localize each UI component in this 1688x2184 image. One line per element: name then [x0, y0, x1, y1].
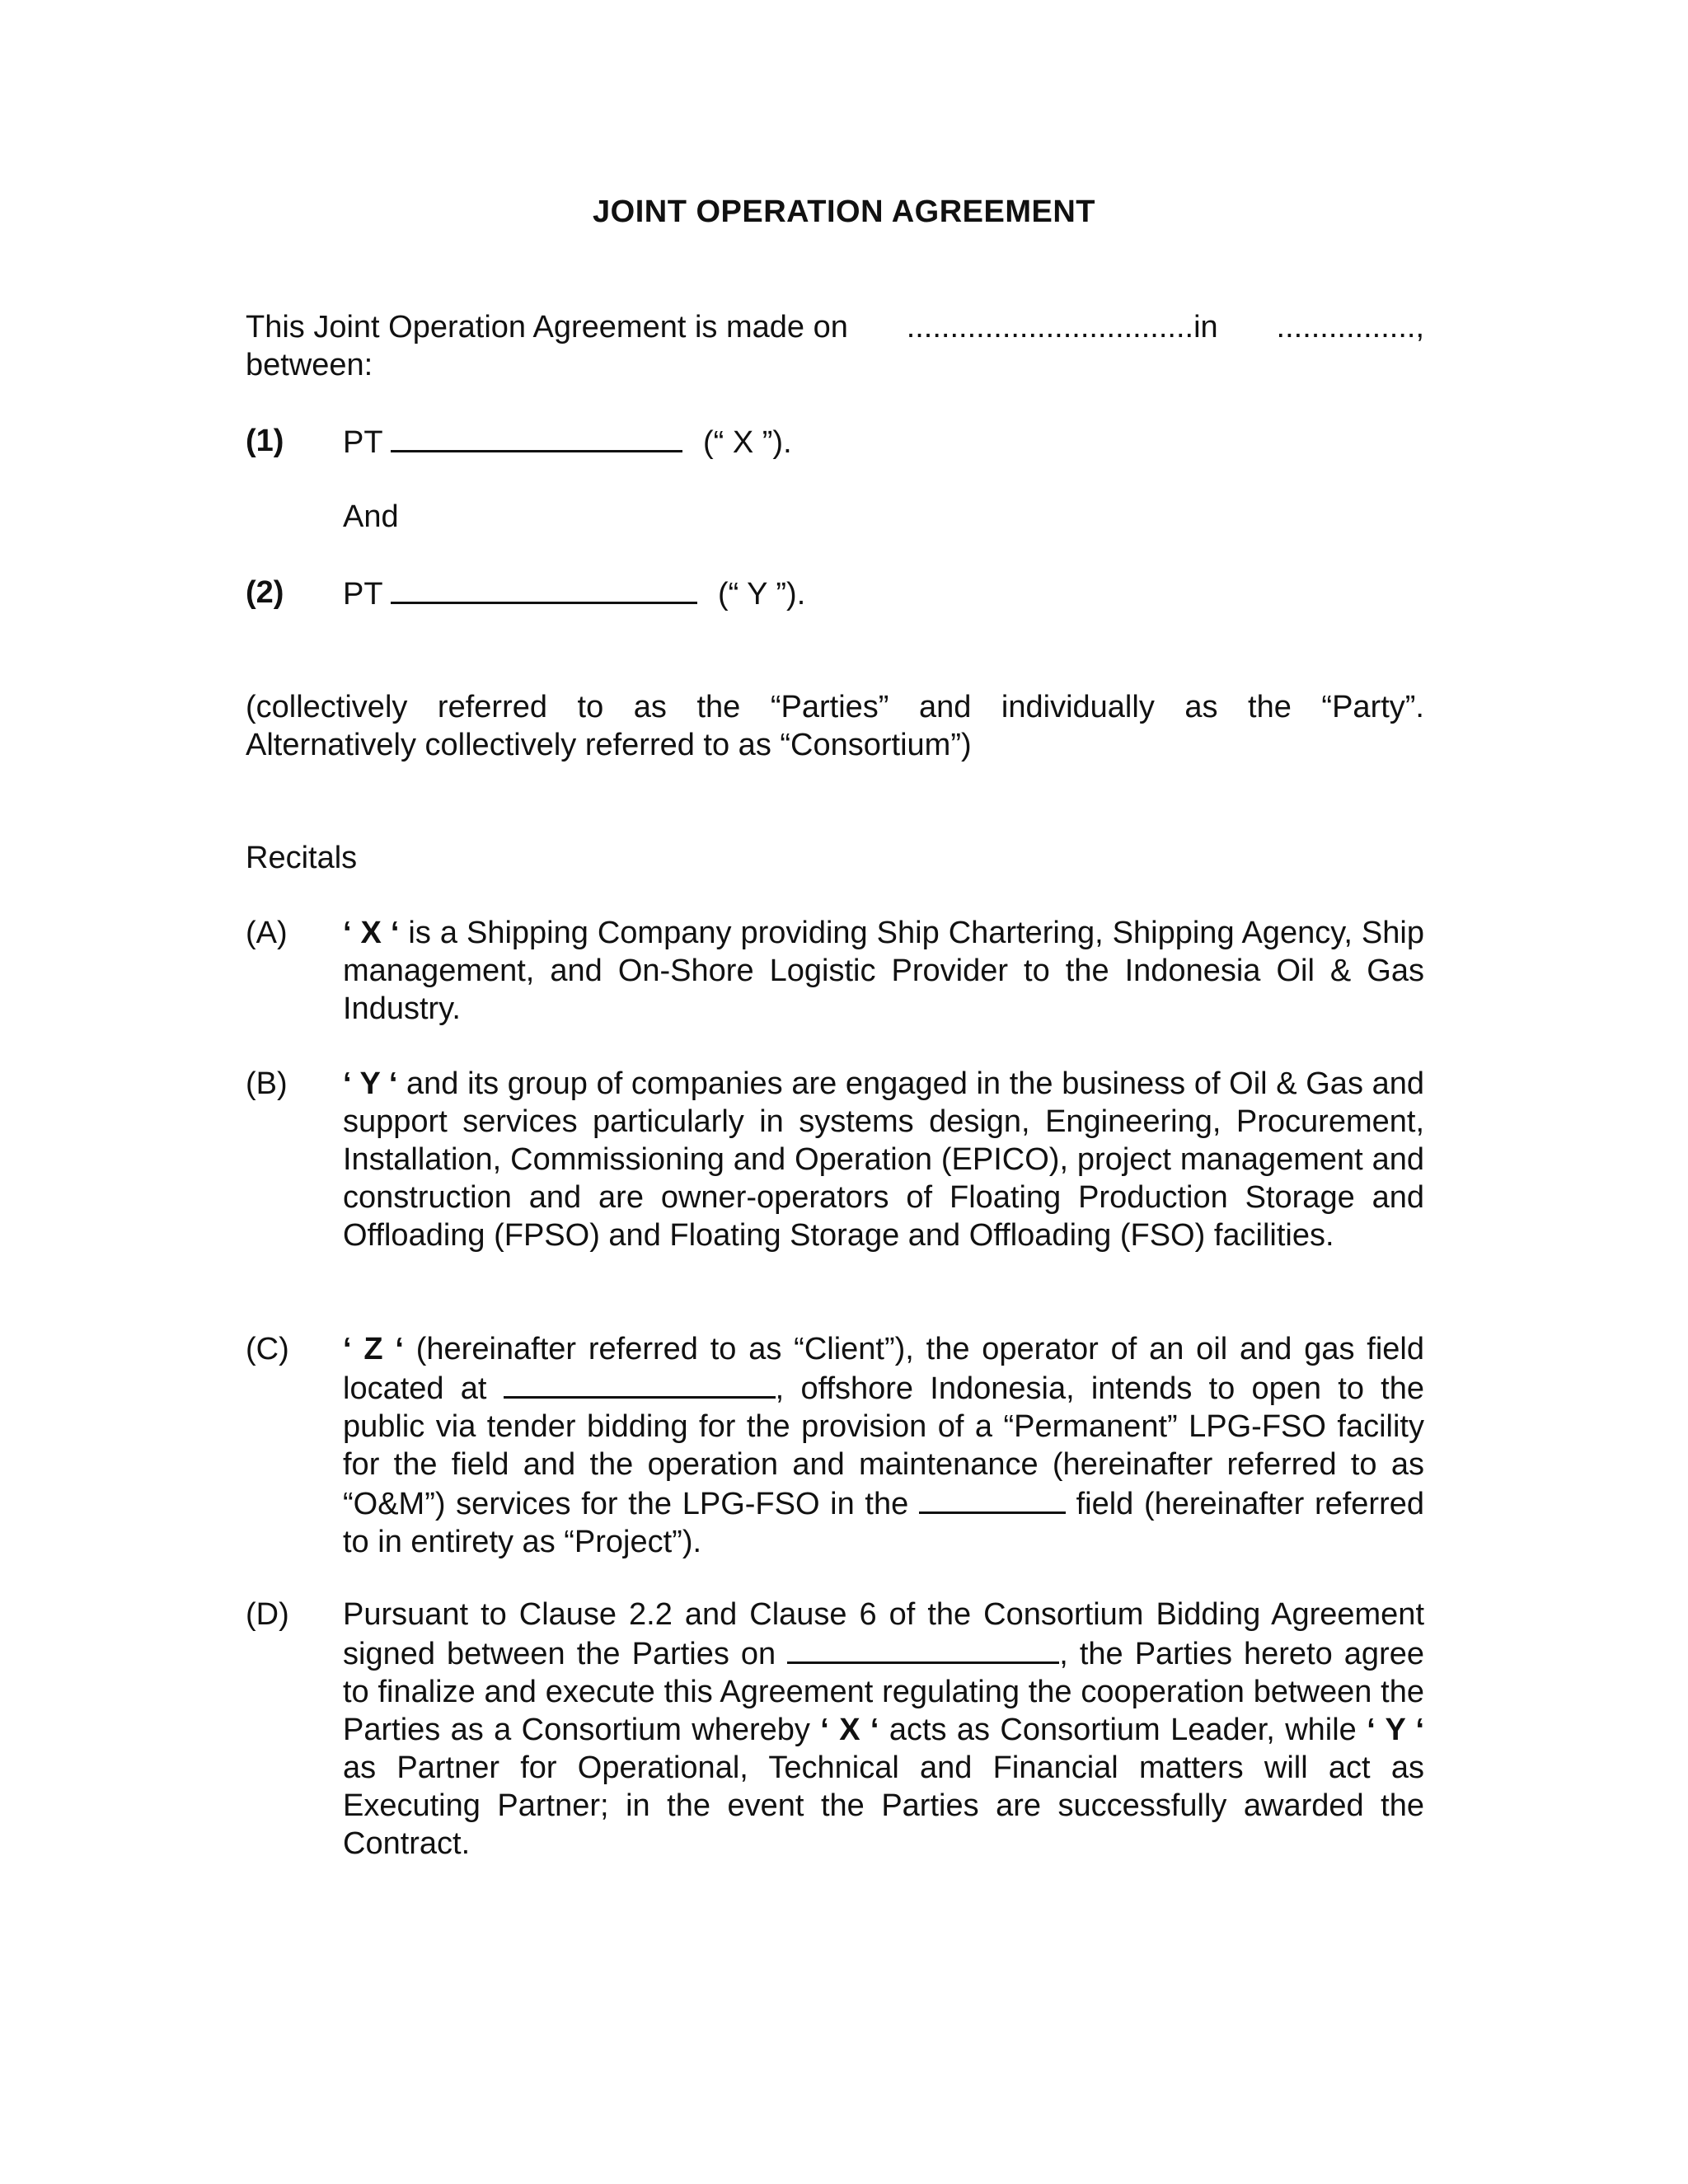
intro-line-1: [246, 308, 1424, 346]
recital-d-label: (D): [246, 1597, 289, 1632]
recital-c-body-b: , offshore Indonesia, intends to open to the public via tender bidding for the provision of a “Permanent” LPG-FSO facility for the field and the operation and maintenance (hereinafter referred to as “O&M”) services for the LPG-FSO in the: [343, 1371, 1424, 1521]
recital-c-body-a: (hereinafter referred to as “Client”), the operator of an oil and gas field located at: [343, 1332, 1424, 1406]
intro-part1: This Joint Operation Agreement is made on: [246, 310, 848, 344]
recital-b-text: [343, 1065, 1424, 1254]
party-1-alias: (“ X ”).: [703, 425, 792, 460]
recital-d-date-blank: [787, 1633, 1059, 1664]
recital-d-body-d: as Partner for Operational, Technical and Financial matters will act as Executing Partner; in the event the Parties are successfully awarded the Contract.: [343, 1750, 1424, 1861]
recital-d-party-y: ‘ Y ‘: [1367, 1713, 1425, 1747]
recital-b-label: (B): [246, 1066, 288, 1101]
recital-c-location-blank: [504, 1368, 776, 1399]
party-2-prefix: PT: [343, 577, 382, 612]
collective-line-1: (collectively referred to as the “Parties” and individually as the “Party”.: [246, 690, 1424, 724]
recital-d-body-c: acts as Consortium Leader, while: [879, 1713, 1357, 1747]
recital-a-party: ‘ X ‘: [343, 916, 400, 950]
collective-paragraph: [246, 688, 1424, 764]
recital-c-party: ‘ Z ‘: [343, 1332, 404, 1366]
recital-d-body-a: Pursuant to Clause 2.2 and Clause 6 of the Consortium Bidding Agreement signed between the Parties on: [343, 1597, 1424, 1671]
collective-line-2: Alternatively collectively referred to as “Consortium”): [246, 728, 972, 762]
party-1-line: [343, 422, 792, 462]
recital-c-label: (C): [246, 1332, 289, 1366]
recital-b-body: and its group of companies are engaged in the business of Oil & Gas and support services particularly in systems design, Engineering, Procurement, Installation, Commissioning and Operation (EPICO), project management and construction and are owner-operators of Floating Production Storage and Offloading (FPSO) and Floating Storage and Offloading (FSO) facilities.: [343, 1066, 1424, 1253]
party-2-name-blank: [391, 574, 697, 604]
intro-paragraph: [246, 308, 1424, 384]
recital-c-text: [343, 1330, 1424, 1561]
recital-c-field-blank: [919, 1483, 1066, 1514]
party-1-prefix: PT: [343, 425, 382, 460]
intro-place-placeholder: ................,: [1276, 310, 1424, 344]
party-1-name-blank: [391, 422, 682, 452]
document-title: JOINT OPERATION AGREEMENT: [593, 194, 1095, 229]
recitals-heading: Recitals: [246, 841, 358, 875]
recital-a-label: (A): [246, 916, 288, 950]
recital-b-party: ‘ Y ‘: [343, 1066, 398, 1101]
recital-d-party-x: ‘ X ‘: [820, 1713, 879, 1747]
recital-a-text: [343, 914, 1424, 1028]
parties-connector: And: [343, 499, 399, 534]
intro-date-placeholder: .................................in: [906, 310, 1218, 344]
party-1-number: (1): [246, 424, 284, 458]
recital-d-body-b: , the Parties hereto agree to finalize and execute this Agreement regulating the cooperation between the Parties as a Consortium whereby: [343, 1637, 1424, 1747]
recital-d-text: [343, 1596, 1424, 1863]
party-2-alias: (“ Y ”).: [718, 577, 806, 612]
intro-part2: between:: [246, 348, 373, 382]
party-2-number: (2): [246, 575, 284, 610]
party-2-line: [343, 574, 805, 613]
recital-a-body: is a Shipping Company providing Ship Chartering, Shipping Agency, Ship management, and On-Shore Logistic Provider to the Indonesia Oil & Gas Industry.: [343, 916, 1424, 1026]
recital-c-body-c: field (hereinafter referred to in entirety as “Project”).: [343, 1487, 1425, 1559]
